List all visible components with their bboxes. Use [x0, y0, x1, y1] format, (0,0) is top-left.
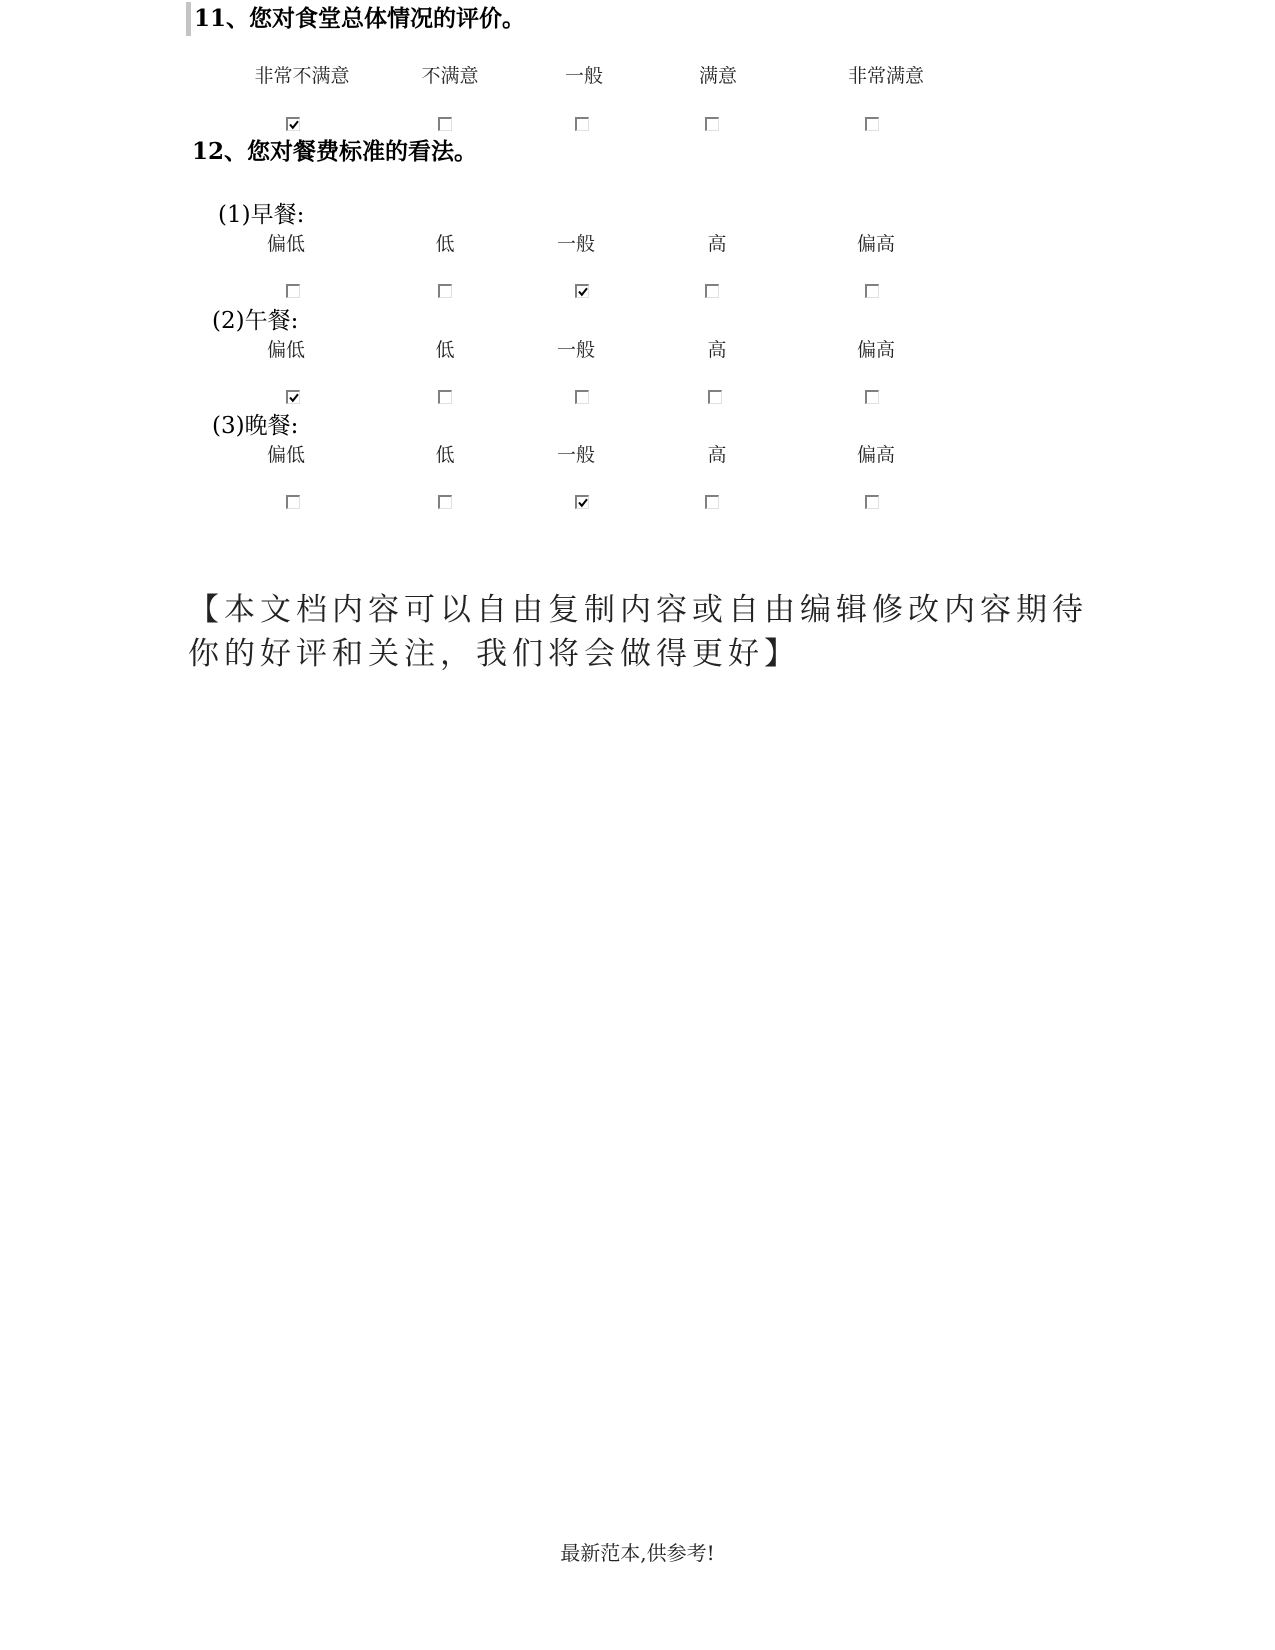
dinner-checkbox[interactable]: [286, 495, 300, 509]
lunch-option-label: 低: [435, 339, 455, 361]
q11-option-label: 一般: [564, 65, 604, 87]
lunch-option-label: 偏高: [856, 339, 896, 361]
dinner-option-label: 偏高: [856, 444, 896, 466]
lunch-checkbox[interactable]: [286, 390, 300, 404]
dinner-checkbox[interactable]: [575, 495, 589, 509]
meal-label-lunch: (2)午餐:: [212, 308, 299, 334]
question-12-title: 12、您对餐费标准的看法。: [192, 138, 478, 165]
margin-marker: [186, 2, 191, 36]
q11-option-label: 非常满意: [847, 65, 925, 87]
checkmark-icon: [577, 497, 589, 509]
checkmark-icon: [288, 392, 300, 404]
q11-checkbox[interactable]: [705, 117, 719, 131]
lunch-option-label: 一般: [556, 339, 596, 361]
breakfast-checkbox[interactable]: [865, 284, 879, 298]
dinner-checkbox[interactable]: [865, 495, 879, 509]
question-11-title: 11、您对食堂总体情况的评价。: [194, 5, 526, 32]
meal-label-breakfast: (1)早餐:: [218, 202, 305, 228]
dinner-option-label: 一般: [556, 444, 596, 466]
dinner-option-label: 偏低: [266, 444, 306, 466]
breakfast-checkbox[interactable]: [286, 284, 300, 298]
meal-label-dinner: (3)晚餐:: [212, 413, 299, 439]
checkmark-icon: [577, 286, 589, 298]
breakfast-option-label: 高: [707, 233, 727, 255]
page-footer: 最新范本,供参考!: [560, 1541, 715, 1565]
dinner-option-label: 高: [707, 444, 727, 466]
document-note: 【本文档内容可以自由复制内容或自由编辑修改内容期待你的好评和关注，我们将会做得更好】: [188, 592, 1088, 672]
q11-option-label: 满意: [698, 65, 738, 87]
breakfast-checkbox[interactable]: [438, 284, 452, 298]
breakfast-option-label: 偏低: [266, 233, 306, 255]
q11-checkbox[interactable]: [865, 117, 879, 131]
lunch-checkbox[interactable]: [865, 390, 879, 404]
lunch-option-label: 偏低: [266, 339, 306, 361]
dinner-option-label: 低: [435, 444, 455, 466]
dinner-checkbox[interactable]: [705, 495, 719, 509]
breakfast-checkbox[interactable]: [575, 284, 589, 298]
lunch-checkbox[interactable]: [575, 390, 589, 404]
lunch-checkbox[interactable]: [708, 390, 722, 404]
breakfast-option-label: 偏高: [856, 233, 896, 255]
q11-option-label: 非常不满意: [254, 65, 350, 87]
q11-option-label: 不满意: [421, 65, 479, 87]
breakfast-checkbox[interactable]: [705, 284, 719, 298]
dinner-checkbox[interactable]: [438, 495, 452, 509]
q11-checkbox[interactable]: [438, 117, 452, 131]
q11-checkbox[interactable]: [575, 117, 589, 131]
breakfast-option-label: 低: [435, 233, 455, 255]
lunch-option-label: 高: [707, 339, 727, 361]
checkmark-icon: [288, 119, 300, 131]
lunch-checkbox[interactable]: [438, 390, 452, 404]
breakfast-option-label: 一般: [556, 233, 596, 255]
q11-checkbox[interactable]: [286, 117, 300, 131]
